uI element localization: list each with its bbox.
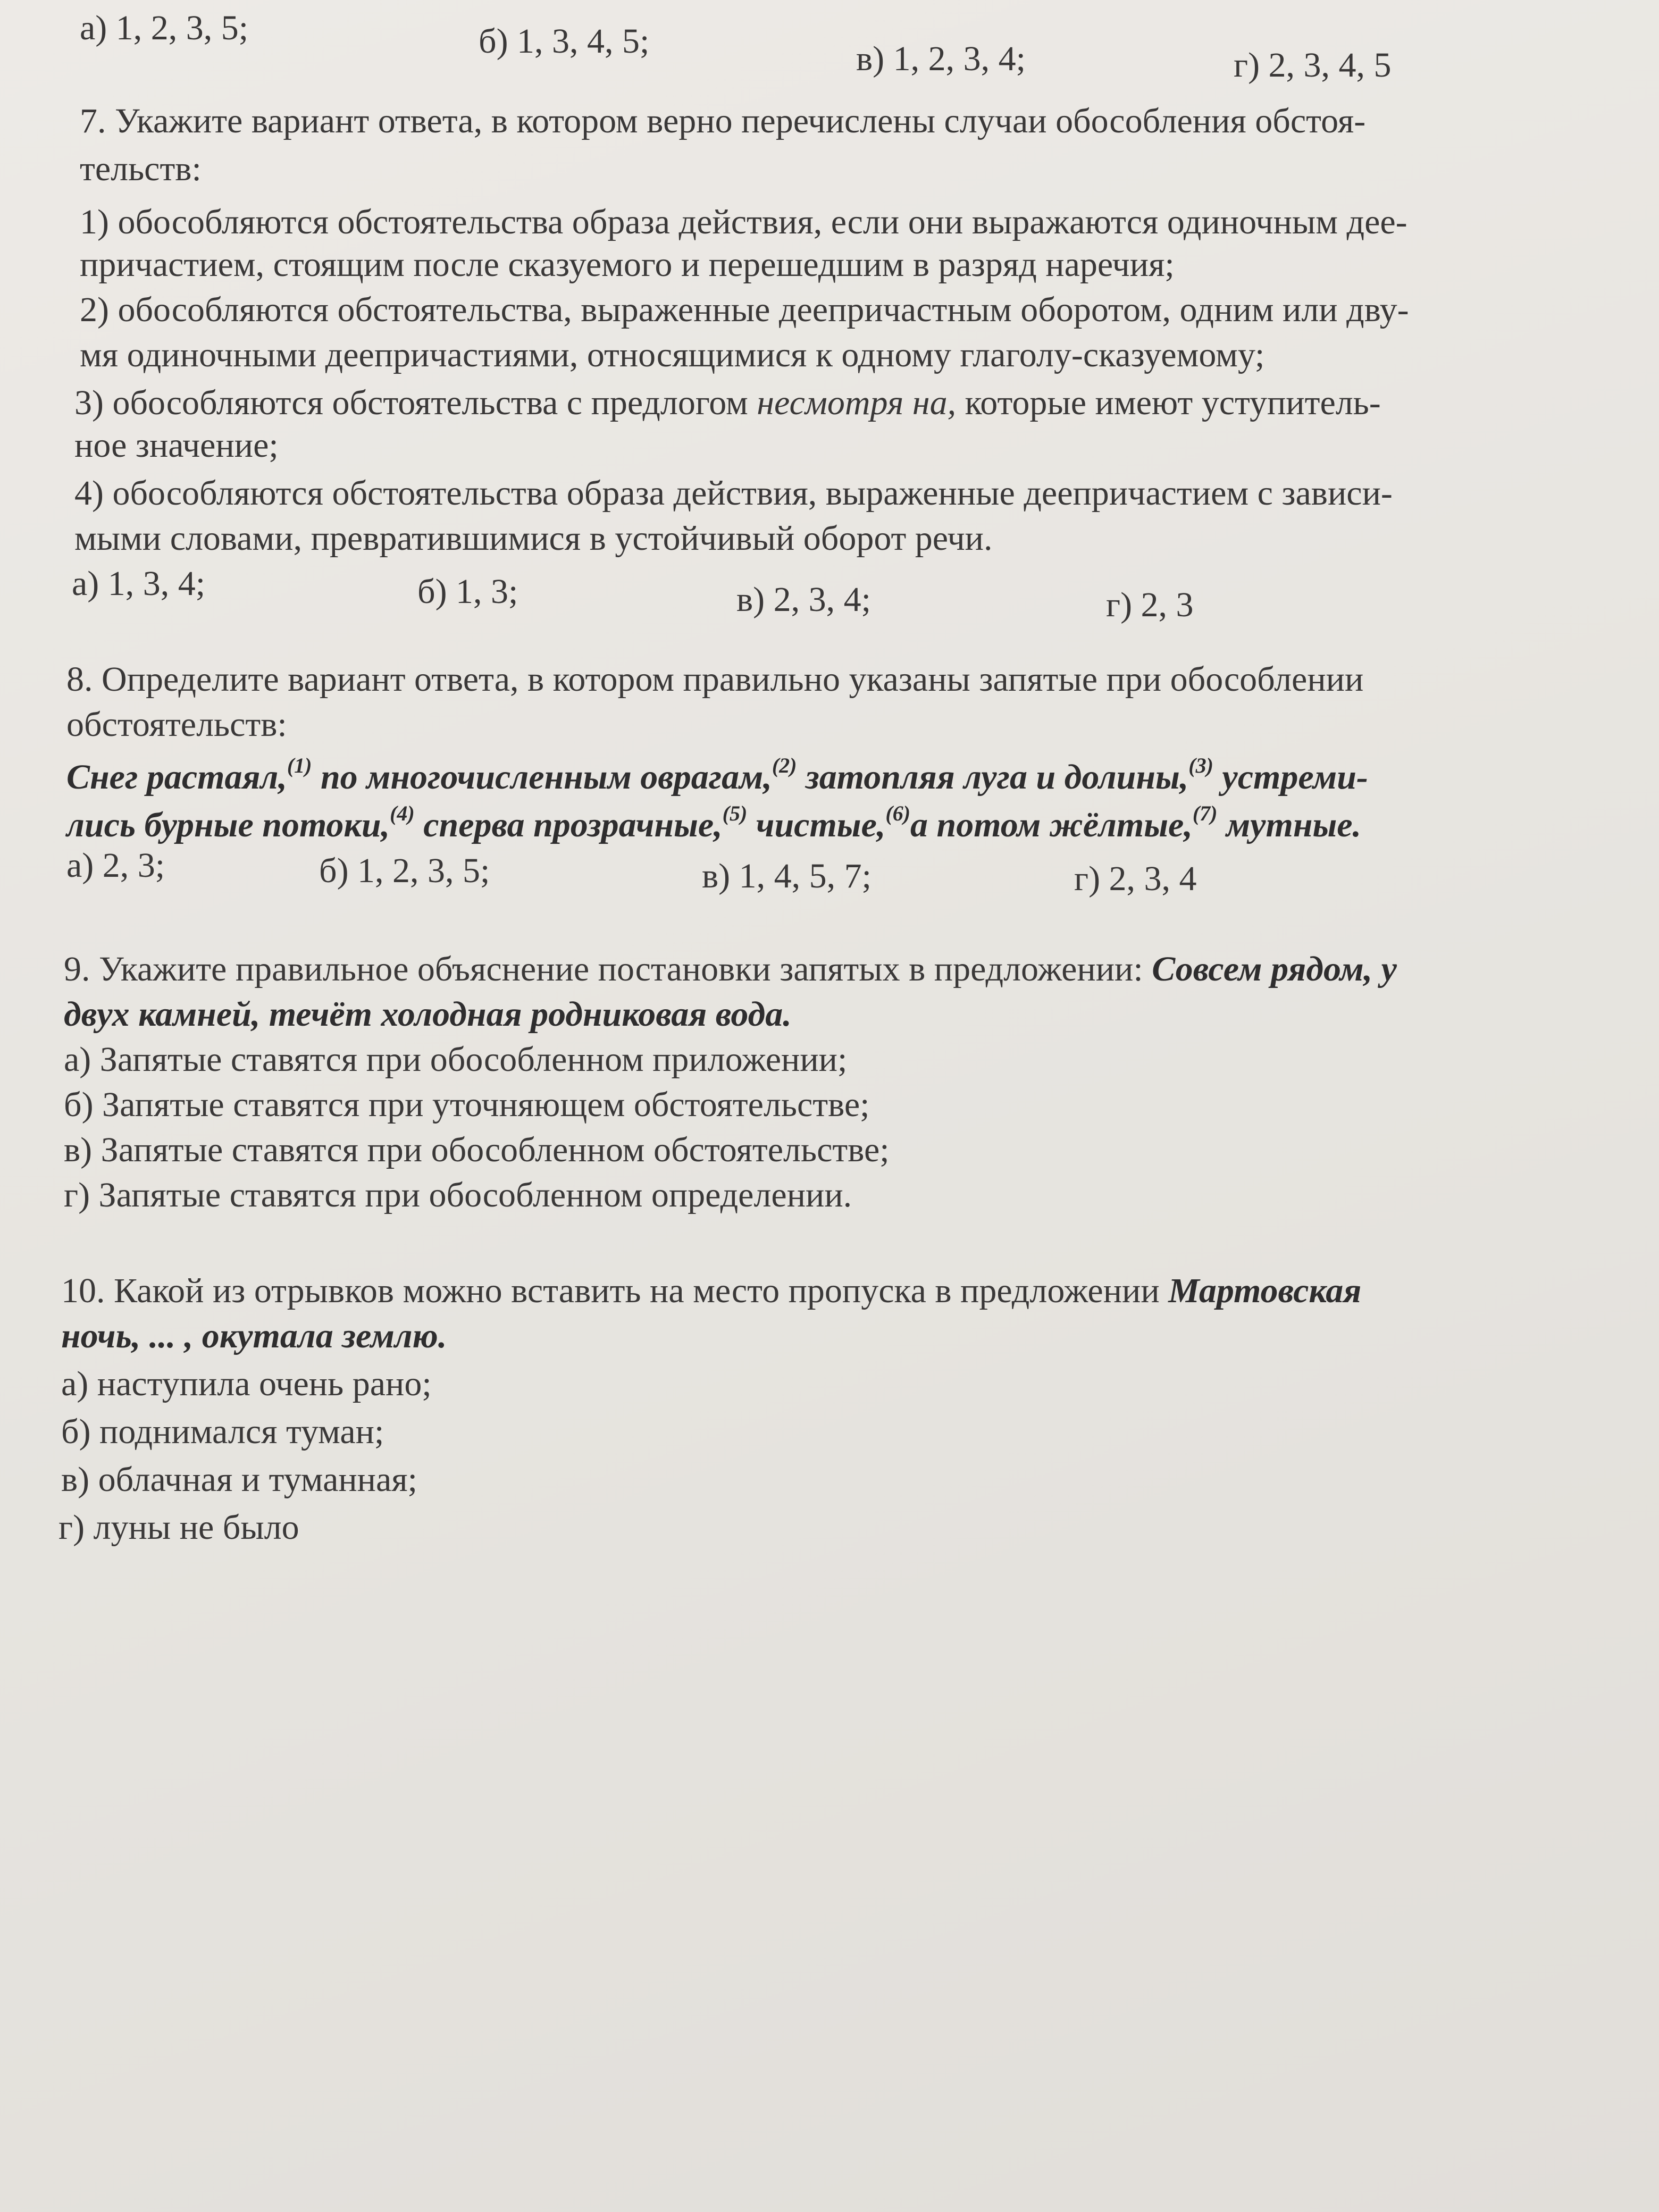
q10-question-text: 10. Какой из отрывков можно вставить на место пропуска в предложении: [61, 1271, 1169, 1310]
q6-option-v: в) 1, 2, 3, 4;: [856, 39, 1026, 78]
q7-item-4-line-2: мыми словами, превратившимися в устойчивый оборот речи.: [74, 519, 993, 558]
q8-s2-part-4: а потом жёлтые,: [910, 806, 1193, 844]
q9-sentence-end: двух камней, течёт холодная родниковая вода.: [64, 995, 792, 1034]
q8-comma-mark-1: (1): [287, 753, 312, 777]
q7-item-4-line-1: 4) обособляются обстоятельства образа действия, выраженные деепричастием с зависи-: [74, 474, 1393, 513]
q10-question-line-1: [61, 1273, 1361, 1309]
q8-s2-part-3: чистые,: [747, 806, 886, 844]
q8-s2-part-2: сперва прозрачные,: [414, 806, 723, 844]
q7-question-line-2: тельств:: [80, 149, 202, 188]
q7-option-v: в) 2, 3, 4;: [736, 580, 871, 619]
q10-sentence-start: Мартовская: [1168, 1271, 1362, 1310]
q7-item-3-line-1: [74, 383, 1381, 422]
q7-option-a: а) 1, 3, 4;: [72, 564, 206, 603]
q8-option-b: б) 1, 2, 3, 5;: [319, 851, 490, 890]
q9-question-line-1: [64, 952, 1397, 987]
q7-item-1-line-2: причастием, стоящим после сказуемого и перешедшим в разряд наречия;: [80, 245, 1175, 284]
q6-option-b: б) 1, 3, 4, 5;: [479, 22, 650, 61]
q7-item-3-line-2: ное значение;: [74, 426, 279, 465]
q7-item-1-line-1: 1) обособляются обстоятельства образа действия, если они выражаются одиночным дее-: [80, 203, 1407, 241]
q9-option-v: в) Запятые ставятся при обособленном обстоятельстве;: [64, 1130, 890, 1169]
q7-item-2-line-2: мя одиночными деепричастиями, относящимися к одному глаголу-сказуемому;: [80, 336, 1265, 374]
q10-option-g: г) луны не было: [58, 1508, 299, 1547]
q8-s1-part-1: Снег растаял,: [66, 758, 287, 797]
q7-item-2-line-1: 2) обособляются обстоятельства, выраженные деепричастным оборотом, одним или дву-: [80, 290, 1409, 329]
q8-s1-part-4: устреми-: [1213, 758, 1368, 797]
q9-option-a: а) Запятые ставятся при обособленном приложении;: [64, 1040, 848, 1079]
q7-item-3-text: 3) обособляются обстоятельства с предлогом: [74, 383, 757, 422]
q8-s1-part-2: по многочисленным оврагам,: [312, 758, 772, 797]
q9-option-g: г) Запятые ставятся при обособленном определении.: [64, 1176, 852, 1214]
q10-option-a: а) наступила очень рано;: [61, 1364, 432, 1403]
q9-option-b: б) Запятые ставятся при уточняющем обстоятельстве;: [64, 1085, 870, 1124]
q6-option-g: г) 2, 3, 4, 5: [1234, 46, 1392, 85]
q7-item-3-text-end: которые имеют уступитель-: [956, 383, 1381, 422]
q10-sentence-end: ночь, ... , окутала землю.: [61, 1317, 447, 1355]
q8-comma-mark-3: (3): [1188, 753, 1213, 777]
q8-s1-part-3: затопляя луга и долины,: [797, 758, 1189, 797]
q8-s2-part-1: лись бурные потоки,: [66, 806, 390, 844]
q8-question-line-1: 8. Определите вариант ответа, в котором правильно указаны запятые при обособлении: [66, 660, 1364, 699]
q7-option-b: б) 1, 3;: [417, 572, 518, 611]
q8-s2-part-5: мутные.: [1217, 806, 1362, 844]
q10-option-v: в) облачная и туманная;: [61, 1460, 417, 1499]
q9-sentence-start: Совсем рядом, у: [1152, 950, 1397, 988]
q8-comma-mark-5: (5): [722, 801, 748, 825]
q8-option-g: г) 2, 3, 4: [1074, 859, 1197, 898]
q6-option-a: а) 1, 2, 3, 5;: [80, 9, 249, 47]
q8-question-line-2: обстоятельств:: [66, 705, 287, 744]
q8-comma-mark-4: (4): [390, 801, 415, 825]
q8-sentence-line-1: [66, 755, 1368, 795]
q7-option-g: г) 2, 3: [1106, 585, 1194, 624]
q8-option-a: а) 2, 3;: [66, 846, 165, 885]
q7-item-3-italic: несмотря на,: [757, 383, 957, 422]
q10-option-b: б) поднимался туман;: [61, 1412, 384, 1451]
q9-question-text: 9. Укажите правильное объяснение постановки запятых в предложении:: [64, 950, 1152, 988]
q8-sentence-line-2: [66, 803, 1361, 843]
q7-question-line-1: 7. Укажите вариант ответа, в котором верно перечислены случаи обособления обстоя-: [80, 102, 1366, 140]
q8-option-v: в) 1, 4, 5, 7;: [702, 857, 872, 895]
q8-comma-mark-6: (6): [885, 801, 911, 825]
q8-comma-mark-7: (7): [1192, 801, 1218, 825]
q8-comma-mark-2: (2): [772, 753, 797, 777]
